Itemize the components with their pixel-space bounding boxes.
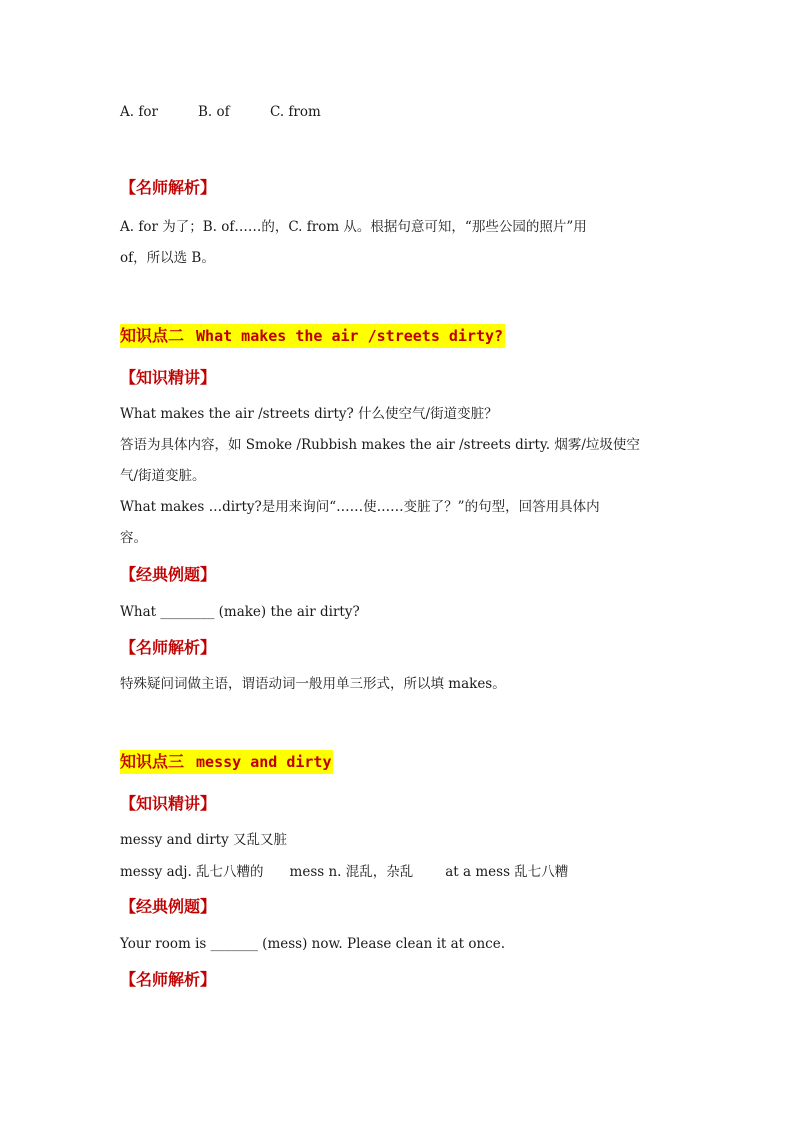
section-title-3: messy and dirty bbox=[196, 753, 332, 771]
section-number-3: 知识点三 bbox=[120, 752, 185, 771]
knowledge-text-3-line2 bbox=[120, 862, 568, 882]
answer-options bbox=[120, 102, 321, 122]
mess-definition: mess n. 混乱，杂乱 bbox=[289, 864, 414, 880]
knowledge-text-2-line1: What makes the air /streets dirty? 什么使空气/街道变脏？ bbox=[120, 406, 498, 422]
analysis-label-1: 【名师解析】 bbox=[120, 178, 217, 197]
example-label-2: 【经典例题】 bbox=[120, 565, 217, 584]
option-b: B. of bbox=[198, 104, 230, 120]
knowledge-text-2-line3: 气/街道变脏。 bbox=[120, 468, 206, 484]
example-text-3: Your room is _______ (mess) now. Please clean it at once. bbox=[120, 936, 506, 952]
section-title-2: What makes the air /streets dirty? bbox=[196, 327, 504, 345]
messy-definition: messy adj. 乱七八糟的 bbox=[120, 864, 264, 880]
example-label-3: 【经典例题】 bbox=[120, 897, 217, 916]
analysis-text-1-line1: A. for 为了；B. of……的，C. from 从。根据句意可知，“那些公园的照片”用 bbox=[120, 219, 587, 235]
example-text-2: What ________ (make) the air dirty? bbox=[120, 604, 360, 620]
option-c: C. from bbox=[270, 104, 321, 120]
knowledge-label-2: 【知识精讲】 bbox=[120, 368, 217, 387]
knowledge-text-2-line2: 答语为具体内容，如 Smoke /Rubbish makes the air /streets dirty. 烟雾/垃圾使空 bbox=[120, 437, 640, 453]
analysis-label-3: 【名师解析】 bbox=[120, 970, 217, 989]
section-heading-3 bbox=[120, 750, 333, 774]
analysis-label-2: 【名师解析】 bbox=[120, 638, 217, 657]
knowledge-text-2-line5: 容。 bbox=[120, 530, 147, 546]
analysis-text-1-line2: of，所以选 B。 bbox=[120, 250, 215, 266]
section-heading-2 bbox=[120, 324, 505, 348]
section-number-2: 知识点二 bbox=[120, 326, 185, 345]
knowledge-text-2-line4: What makes …dirty?是用来询问“……使……变脏了？”的句型，回答用具体内 bbox=[120, 499, 600, 515]
analysis-text-2: 特殊疑问词做主语，谓语动词一般用单三形式，所以填 makes。 bbox=[120, 676, 506, 692]
knowledge-label-3: 【知识精讲】 bbox=[120, 794, 217, 813]
at-a-mess-definition: at a mess 乱七八糟 bbox=[445, 864, 569, 880]
knowledge-text-3-line1: messy and dirty 又乱又脏 bbox=[120, 832, 287, 848]
option-a: A. for bbox=[120, 104, 158, 120]
